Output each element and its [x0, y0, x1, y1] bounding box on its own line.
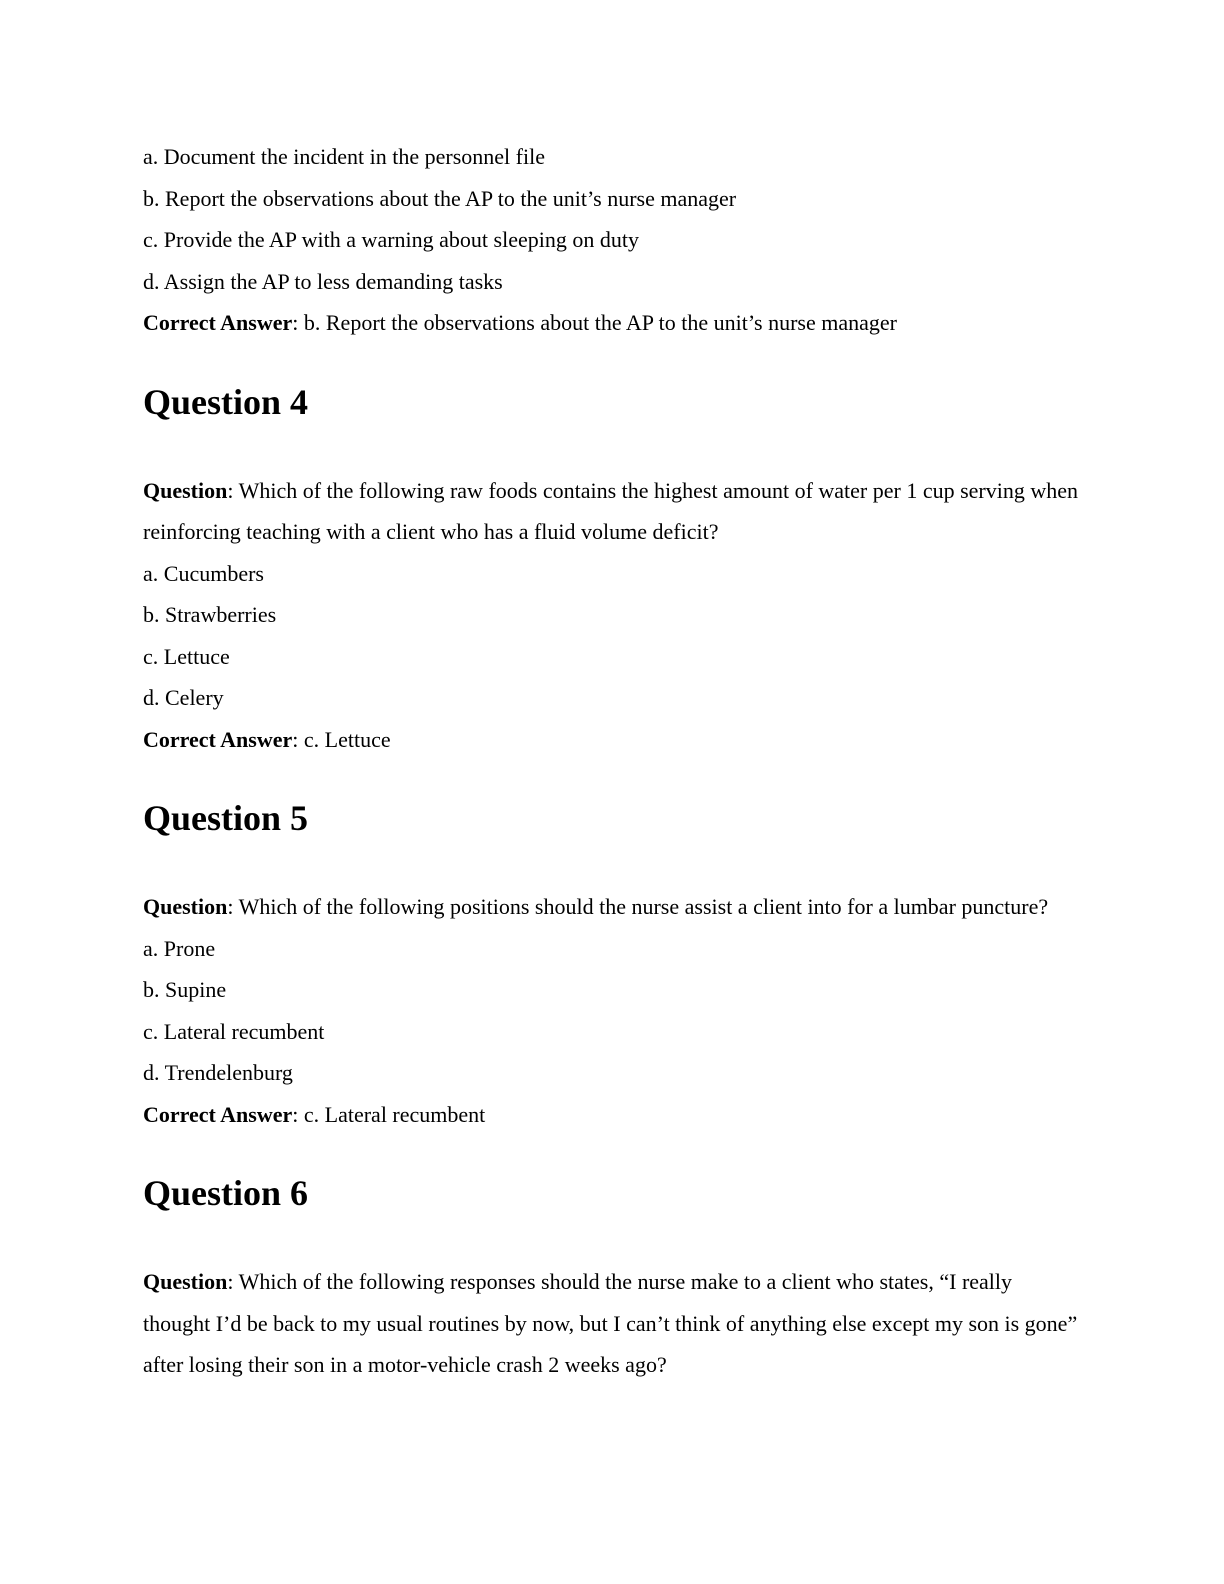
- q5-option-c: c. Lateral recumbent: [143, 1018, 325, 1044]
- q4-option-a: a. Cucumbers: [143, 560, 264, 586]
- q5-question: [143, 886, 1083, 928]
- q5-option-b: b. Supine: [143, 977, 227, 1002]
- q6-heading: Question 6: [143, 1173, 309, 1213]
- question-4: [143, 380, 1083, 761]
- q5-option-a: a. Prone: [143, 935, 216, 961]
- q4-heading: Question 4: [143, 381, 309, 422]
- q3-answer-text: : b. Report the observations about the AP to the unit’s nurse manager: [292, 310, 897, 335]
- q4-correct-answer: [143, 719, 1083, 761]
- question-6: [143, 1171, 1083, 1386]
- q4-option-c: c. Lettuce: [143, 643, 230, 669]
- q3-answer-label: Correct Answer: [143, 310, 293, 335]
- document-page: [143, 136, 1083, 1386]
- q6-question: [143, 1261, 1083, 1386]
- q3-option-d: d. Assign the AP to less demanding tasks: [143, 268, 503, 294]
- q5-correct-answer: [143, 1094, 1083, 1136]
- q4-question-text: : Which of the following raw foods contains the highest amount of water per 1 cup serving when reinforcing teaching with a client who has a fluid volume deficit?: [143, 477, 1079, 544]
- q4-question-label: Question: [143, 477, 228, 503]
- q5-option-d: d. Trendelenburg: [143, 1060, 293, 1085]
- q3-option-a: a. Document the incident in the personnel file: [143, 144, 545, 169]
- q5-answer-label: Correct Answer: [143, 1101, 293, 1127]
- q3-option-b: b. Report the observations about the AP to the unit’s nurse manager: [143, 185, 737, 211]
- q6-question-text: : Which of the following responses should the nurse make to a client who states, “I really thought I’d be back to my usual routines by now, but I can’t think of anything else except my son is gone” after losing their son in a motor-vehicle crash 2 weeks ago?: [143, 1269, 1078, 1377]
- q5-question-label: Question: [143, 894, 228, 919]
- q3-option-c: c. Provide the AP with a warning about sleeping on duty: [143, 227, 639, 252]
- q5-question-text: : Which of the following positions should the nurse assist a client into for a lumbar puncture?: [227, 894, 1049, 919]
- q4-answer-label: Correct Answer: [143, 726, 293, 752]
- q4-option-b: b. Strawberries: [143, 602, 277, 627]
- q6-question-label: Question: [143, 1269, 228, 1294]
- q4-answer-text: : c. Lettuce: [292, 726, 391, 752]
- q4-option-d: d. Celery: [143, 685, 224, 710]
- q5-heading: Question 5: [143, 798, 309, 838]
- q3-correct-answer: [143, 302, 1083, 344]
- q5-answer-text: : c. Lateral recumbent: [292, 1101, 486, 1127]
- question-5: [143, 796, 1083, 1135]
- question-3-tail: [143, 136, 1083, 344]
- q4-question: [143, 470, 1083, 553]
